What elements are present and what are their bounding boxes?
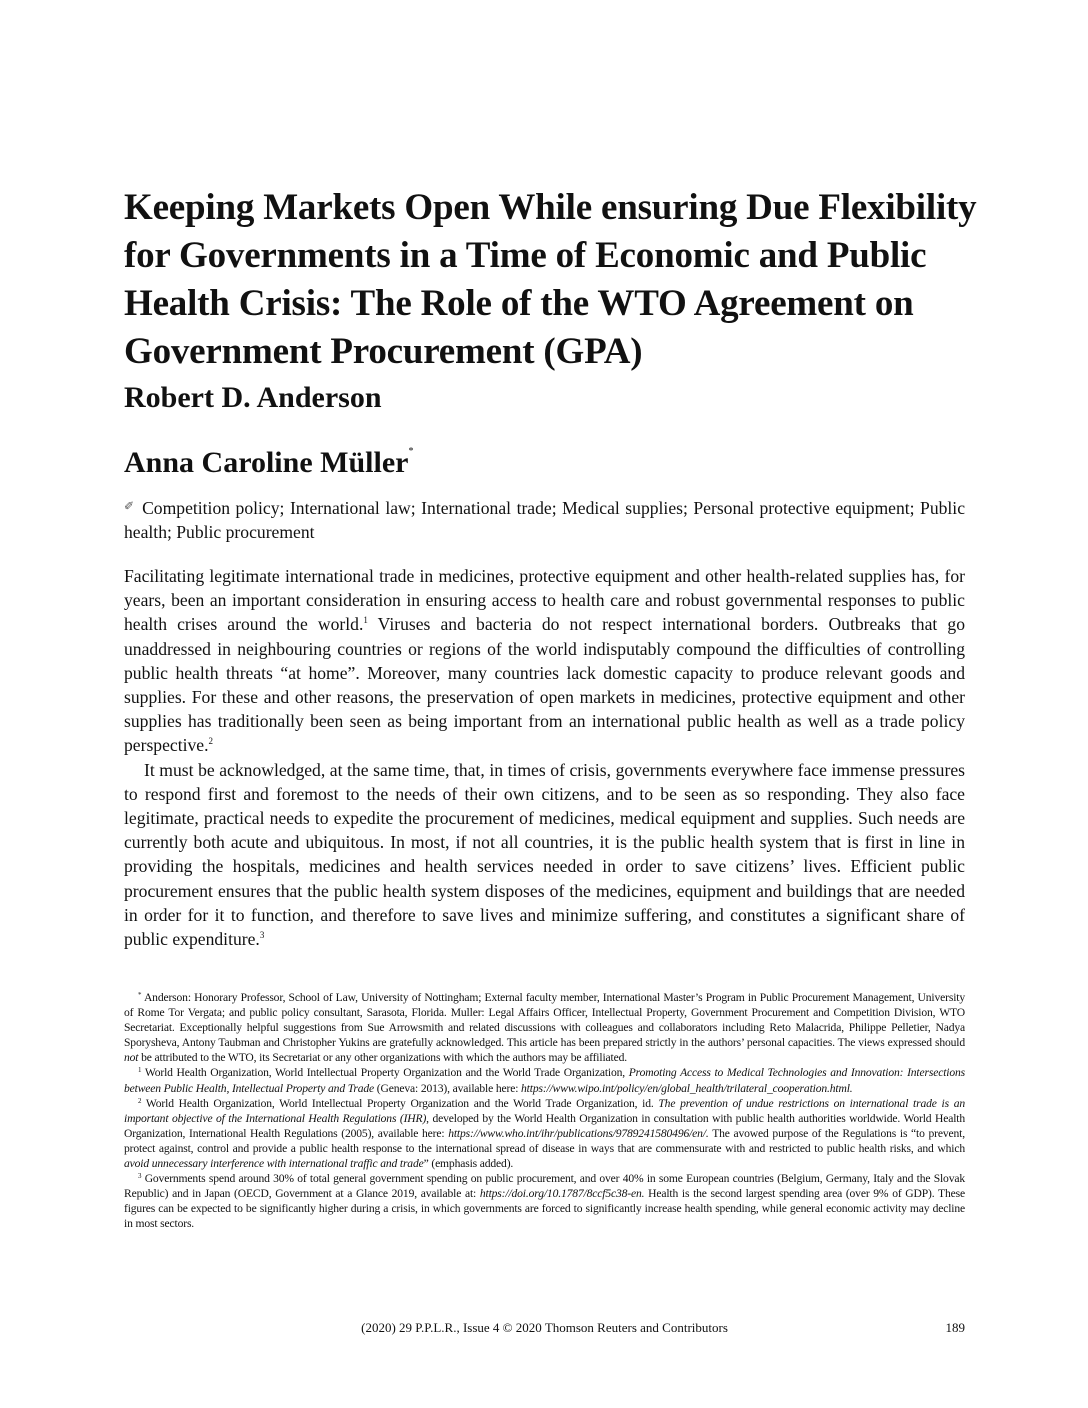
footnote-2-text-b: , developed by the World Health Organization in consultation with public health authorities worldwide. World Health Organization, International Health Regulations (2005), available here: [124, 1111, 965, 1140]
footnote-3 [124, 1171, 965, 1231]
keywords-text: Competition policy; International law; International trade; Medical supplies; Personal protective equipment; Public health; Public procurement [124, 498, 965, 542]
footnote-2-italic-title: The prevention of undue restrictions on international trade is an important objective of the International Health Regulations (IHR) [124, 1096, 965, 1125]
author-1-text: Robert D. Anderson [124, 381, 382, 414]
keyword-symbol-icon: ✐ [124, 499, 135, 513]
footnote-2-text-a: World Health Organization, World Intellectual Property Organization and the World Trade Organization, id. [141, 1096, 659, 1110]
footnote-1 [124, 1065, 965, 1095]
page-footer [124, 1320, 965, 1340]
footnote-3-mark: 3 [138, 1172, 142, 1181]
page-number: 189 [945, 1320, 965, 1335]
footnote-1-link[interactable]: https://www.wipo.int/policy/en/global_health/trilateral_cooperation.html. [521, 1081, 853, 1095]
footnote-star-mark: * [138, 991, 142, 999]
footnote-3-link[interactable]: https://doi.org/10.1787/8ccf5c38-en. [479, 1187, 645, 1201]
footnote-3-text-a: Governments spend around 30% of total general government spending on public procurement, and over 40% in some European countries (Belgium, Germany, Italy and the Slovak Republic) and in Japan (OECD, Government at a Glance 2019, available at: [124, 1172, 965, 1201]
footnote-star-emphasis: not [124, 1051, 139, 1065]
footnote-ref-3[interactable]: 3 [259, 930, 265, 941]
footer-citation: (2020) 29 P.P.L.R., Issue 4 © 2020 Thomson Reuters and Contributors [361, 1320, 728, 1335]
footnotes [124, 990, 965, 1232]
author-footnote-mark: * [408, 446, 414, 457]
footnote-ref-1[interactable]: 1 [363, 615, 368, 626]
paragraph-1-text-b: Viruses and bacteria do not respect international borders. Outbreaks that go unaddressed in neighbouring countries or regions of the world indisputably compound the difficulties of controlling public health threats “at home”. Moreover, many countries lack domestic capacity to produce relevant goods and supplies. For these and other reasons, the preservation of open markets in medicines, protective equipment and other supplies has traditionally been seen as being important from an international public health as well as a trade policy perspective. [124, 614, 965, 756]
author-name-1 [124, 380, 382, 416]
footnote-2-text-d: ” (emphasis added). [423, 1157, 514, 1171]
footnote-2-emphasis: avoid unnecessary interference with international traffic and trade [124, 1157, 424, 1171]
footnote-2-text-c: The avowed purpose of the Regulations is “to prevent, protect against, control and provide a public health response to the international spread of disease in ways that are commensurate with and restricted to public health risks, and which [124, 1126, 965, 1155]
footnote-1-text-b: (Geneva: 2013), available here: [374, 1081, 522, 1095]
footnote-2-link[interactable]: https://www.who.int/ihr/publications/9789241580496/en/. [448, 1126, 709, 1140]
paragraph-2-text: It must be acknowledged, at the same time, that, in times of crisis, governments everywhere face immense pressures to respond first and foremost to the needs of their own citizens, and to be seen as so responding. They also face legitimate, practical needs to expedite the procurement of medicines, medical equipment and supplies. Such needs are currently both acute and ubiquitous. In most, if not all countries, it is the public health system that is first in line in providing the hospitals, medicines and health services needed in order to save citizens’ lives. Efficient public procurement ensures that the public health system disposes of the medicines, equipment and buildings that are needed in order for it to function, and therefore to save lives and minimize suffering, and constitutes a significant share of public expenditure. [124, 759, 965, 950]
footnote-1-mark: 1 [138, 1066, 142, 1075]
footnote-1-italic-title: Promoting Access to Medical Technologies and Innovation: Intersections between Public Health, Intellectual Property and Trade [124, 1066, 966, 1095]
footnote-3-text-b: Health is the second largest spending area (over 9% of GDP). These figures can be expected to be significantly higher during a crisis, in which governments are forced to significantly increase health spending, while general economic activity may decline in most sectors. [124, 1187, 965, 1231]
footnote-ref-2[interactable]: 2 [208, 736, 214, 747]
footnote-star-text-b: be attributed to the WTO, its Secretariat or any other organizations with which the authors may be affiliated. [138, 1051, 627, 1065]
footnote-2-mark: 2 [138, 1096, 142, 1105]
author-2-text: Anna Caroline Müller [124, 446, 409, 479]
article-body [124, 564, 965, 951]
body-paragraph-1 [124, 564, 965, 758]
author-name-2 [124, 434, 413, 481]
keywords [124, 494, 965, 544]
body-paragraph-2 [124, 758, 965, 952]
footnote-star [124, 990, 965, 1065]
paragraph-1-text-a: Facilitating legitimate international trade in medicines, protective equipment and other health-related supplies has, for years, been an important consideration in ensuring access to health care and robust governmental responses to public health crises around the world. [124, 566, 965, 635]
footnote-2 [124, 1096, 965, 1171]
footnote-star-text-a: Anderson: Honorary Professor, School of Law, University of Nottingham; External faculty member, International Master’s Program in Public Procurement Management, University of Rome Tor Vergata; and public policy consultant, Sarasota, Florida. Muller: Legal Affairs Officer, Intellectual Property, Government Procurement and Competition Division, WTO Secretariat. Exceptionally helpful suggestions from Sue Arrowsmith and related discussions with colleagues and collaborators including Reto Malacrida, Philippe Pelletier, Nadya Sporysheva, Antony Taubman and Christopher Yukins are gratefully acknowledged. This article has been prepared strictly in the authors’ personal capacities. The views expressed should [124, 991, 965, 1050]
article-title: Keeping Markets Open While ensuring Due Flexibility for Governments in a Time of Economic and Public Health Crisis: The Role of the WTO Agreement on Government Procurement (GPA) [124, 187, 977, 372]
footnote-1-text-a: World Health Organization, World Intellectual Property Organization and the World Trade Organization, [141, 1066, 629, 1080]
